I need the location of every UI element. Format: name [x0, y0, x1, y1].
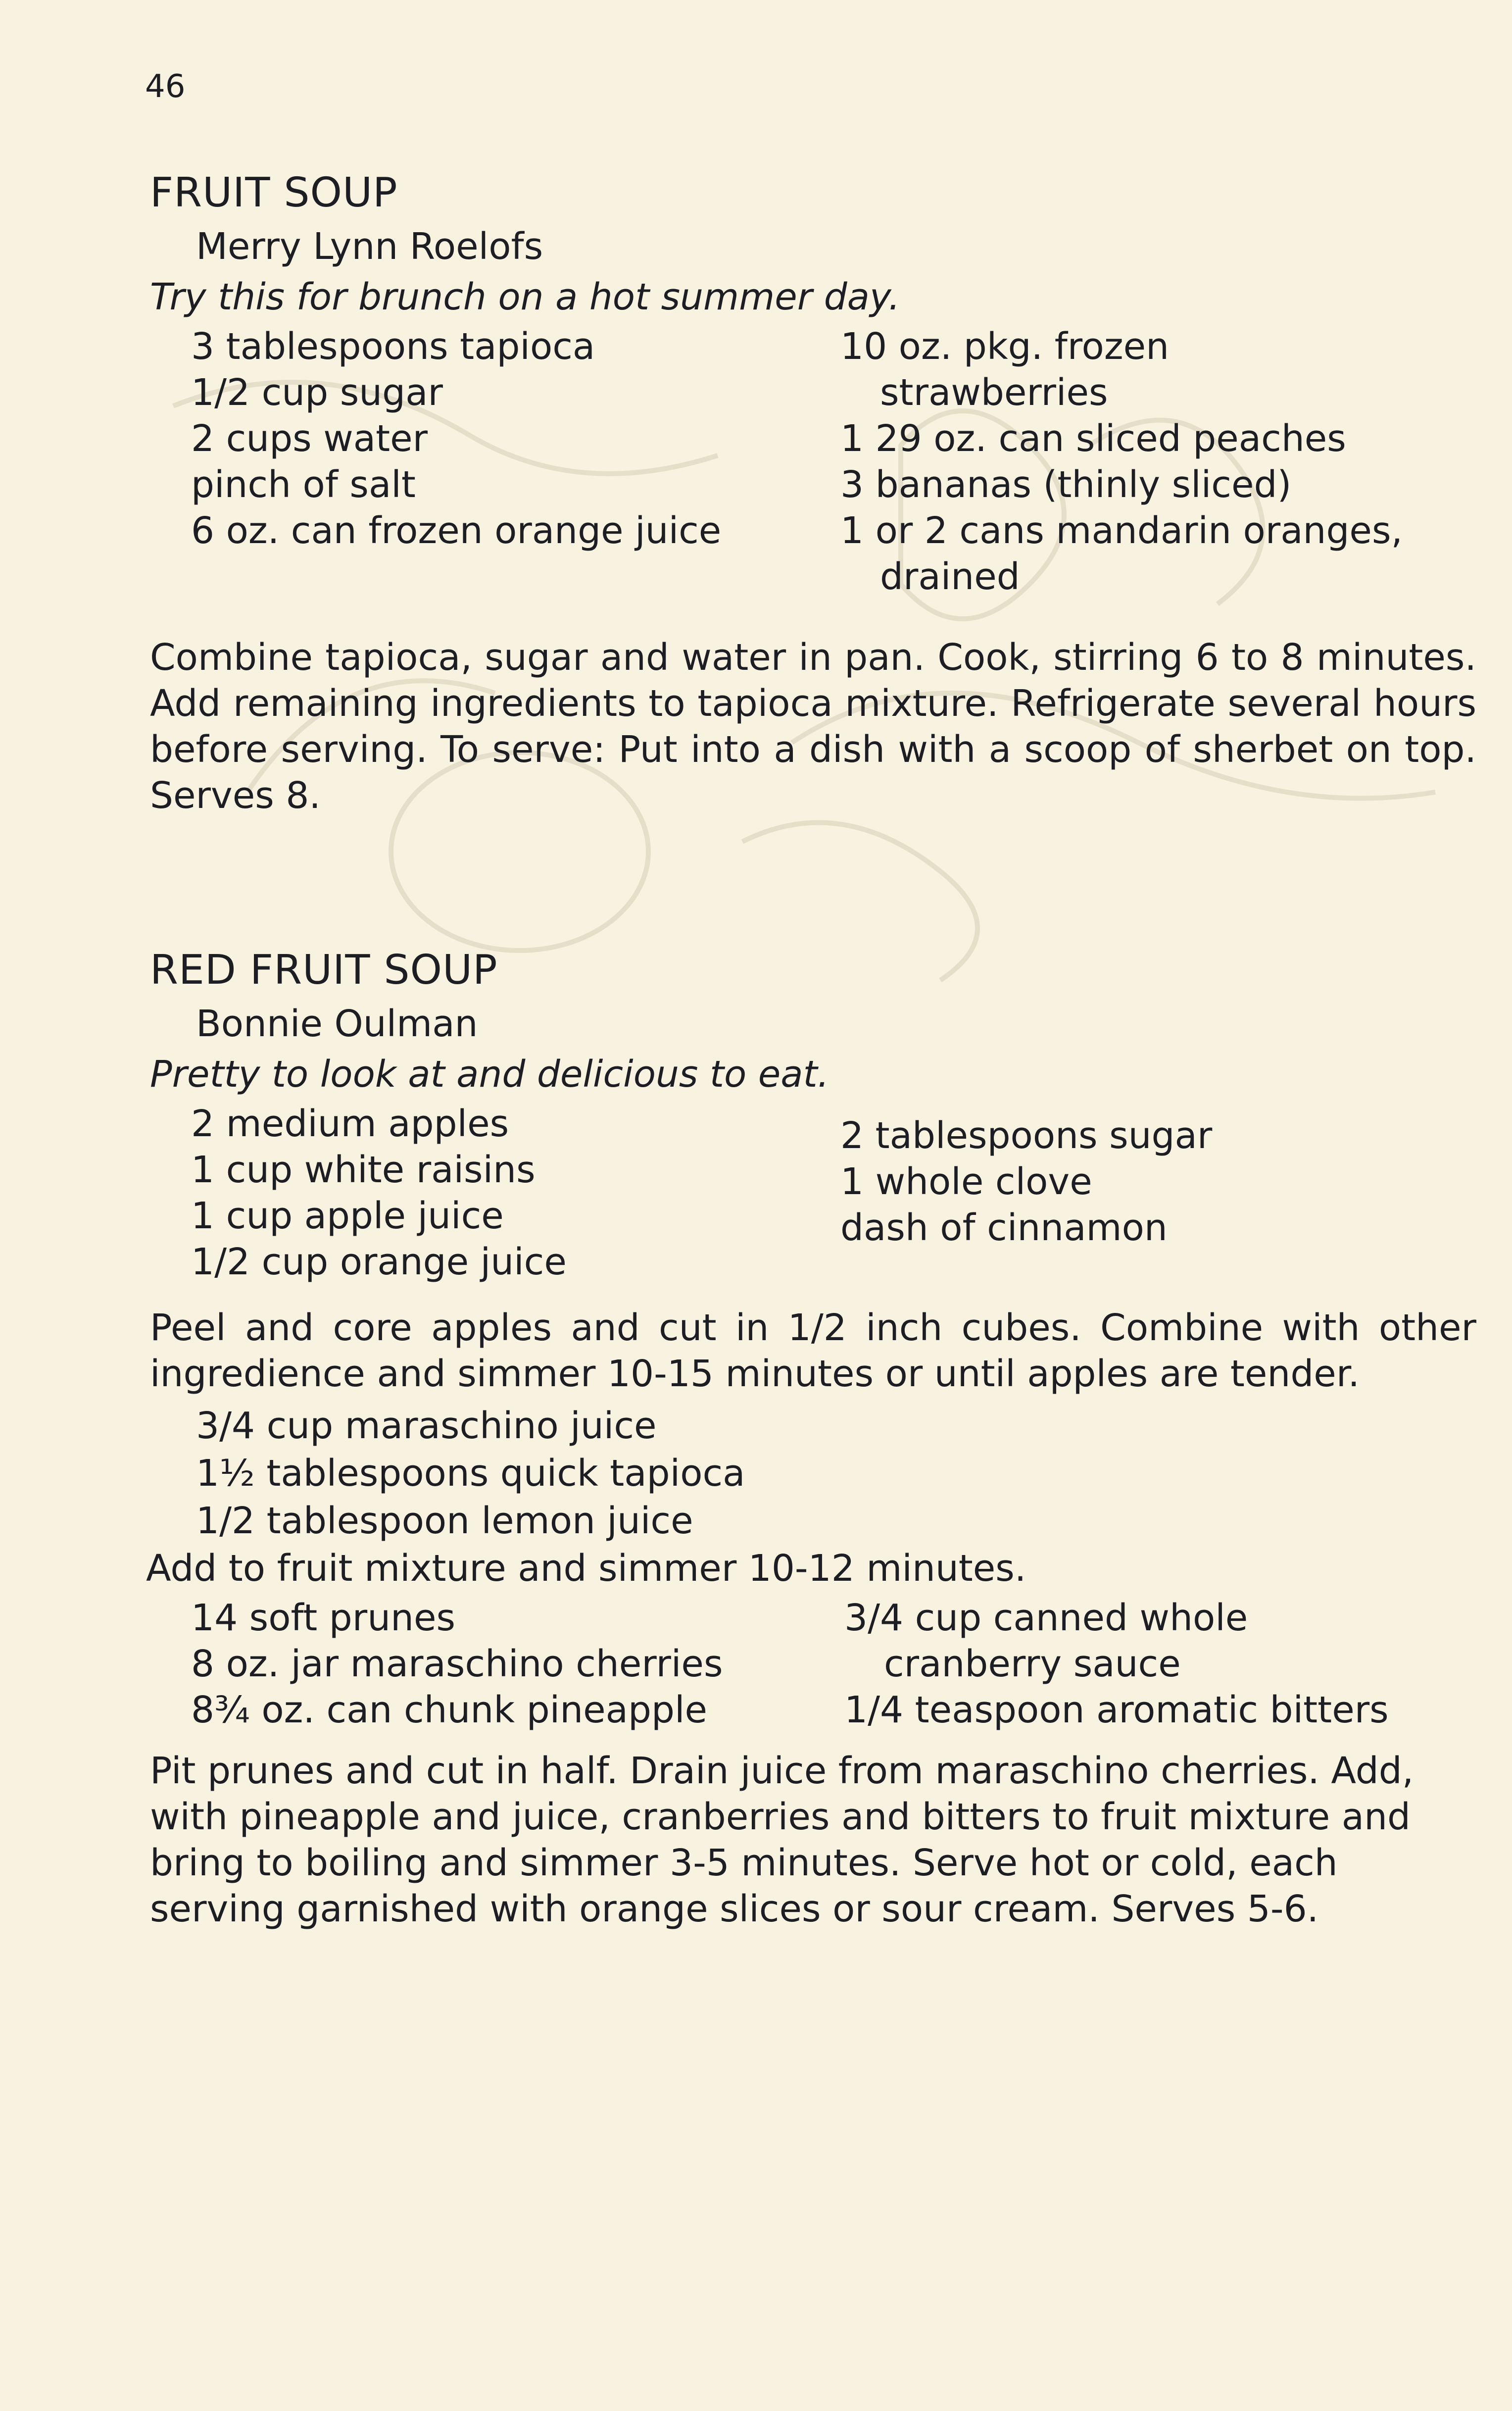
ingredients-left: [150, 1595, 840, 1733]
ingredient: 8 oz. jar maraschino cherries: [191, 1643, 723, 1685]
ingredients-right: [840, 1101, 1459, 1285]
ingredients: [150, 324, 1476, 600]
ingredient: 1 29 oz. can sliced peaches: [840, 417, 1346, 460]
ingredient: 1/2 tablespoon lemon juice: [196, 1500, 693, 1542]
ingredient: 3/4 cup canned whole: [844, 1597, 1248, 1639]
ingredient: 1/2 cup sugar: [191, 371, 443, 414]
ingredients-left: [150, 324, 840, 600]
recipe-directions: Combine tapioca, sugar and water in pan. Cook, stirring 6 to 8 minutes. Add remaining ingredients to tapioca mixture. Refrigerate several hours before serving. To serve: Put into a dish with a scoop of sherbet on top. Serves 8.: [150, 636, 1476, 817]
ingredient: 1/2 cup orange juice: [191, 1241, 567, 1283]
ingredient: 1½ tablespoons quick tapioca: [196, 1452, 745, 1495]
ingredient: 6 oz. can frozen orange juice: [191, 509, 722, 552]
recipe-author: Merry Lynn Roelofs: [196, 225, 543, 268]
ingredient: 8¾ oz. can chunk pineapple: [191, 1689, 708, 1731]
ingredient: 3/4 cup maraschino juice: [196, 1405, 657, 1447]
ingredient: 1 whole clove: [840, 1160, 1092, 1203]
ingredient: 1 cup apple juice: [191, 1195, 504, 1237]
recipe-step-1: Peel and core apples and cut in 1/2 inch cubes. Combine with other ingredience and simmer 10-15 minutes or until apples are tender.: [150, 1306, 1476, 1395]
ingredient-continuation: drained: [880, 555, 1020, 598]
recipe-red-fruit-soup: [146, 946, 1476, 1932]
page-number: 46: [145, 68, 186, 105]
ingredients-3: [150, 1595, 1476, 1733]
ingredient: dash of cinnamon: [840, 1206, 1168, 1249]
ingredient: pinch of salt: [191, 463, 416, 506]
ingredient: 3 bananas (thinly sliced): [840, 463, 1292, 506]
recipe-fruit-soup: [150, 168, 1476, 819]
ingredient: 3 tablespoons tapioca: [191, 325, 595, 368]
ingredient: 14 soft prunes: [191, 1597, 456, 1639]
ingredient-continuation: cranberry sauce: [884, 1643, 1181, 1685]
ingredient: 2 cups water: [191, 417, 428, 460]
recipe-title: RED FRUIT SOUP: [150, 947, 498, 994]
recipe-note: Pretty to look at and delicious to eat.: [150, 1053, 829, 1096]
recipe-author: Bonnie Oulman: [196, 1003, 478, 1045]
ingredients-right: [840, 1595, 1463, 1733]
ingredient-continuation: strawberries: [880, 371, 1108, 414]
ingredient: 1/4 teaspoon aromatic bitters: [844, 1689, 1389, 1731]
recipe-step-3: Pit prunes and cut in half. Drain juice from maraschino cherries. Add, with pineapple and juice, cranberries and bitters to fruit mixture and bring to boiling and simmer 3-5 minutes. Serve hot or cold, each serving garnished with orange slices or sour cream. Serves 5-6.: [150, 1750, 1414, 1930]
ingredient: 10 oz. pkg. frozen: [840, 325, 1170, 368]
ingredient: 1 or 2 cans mandarin oranges,: [840, 509, 1403, 552]
recipe-title: FRUIT SOUP: [150, 169, 398, 216]
ingredients-left: [150, 1101, 840, 1285]
recipe-step-2: Add to fruit mixture and simmer 10-12 minutes.: [146, 1547, 1026, 1590]
recipe-note: Try this for brunch on a hot summer day.: [150, 276, 900, 318]
ingredients: [150, 1101, 1476, 1285]
ingredient: 2 medium apples: [191, 1103, 509, 1145]
ingredients-right: [840, 324, 1459, 600]
ingredient-list-2: [150, 1402, 1476, 1545]
ingredient: 1 cup white raisins: [191, 1149, 536, 1191]
ingredient: 2 tablespoons sugar: [840, 1114, 1213, 1157]
